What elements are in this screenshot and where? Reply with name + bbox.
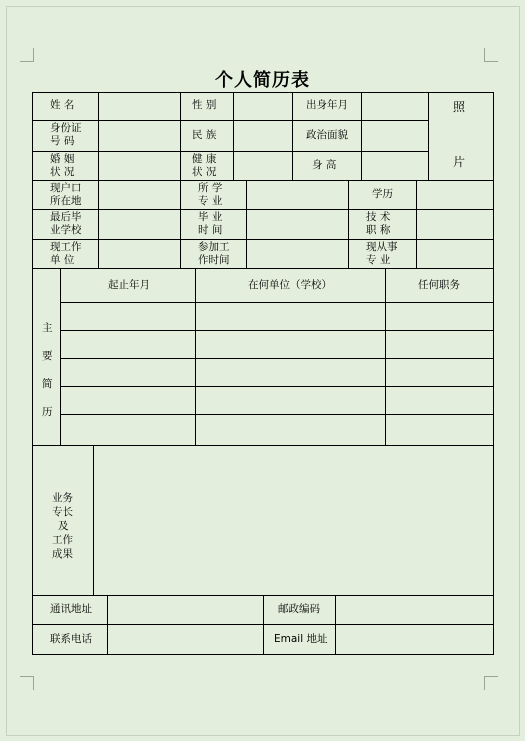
label-title-1: 技 术 [366, 211, 391, 223]
label-name: 姓 名 [50, 99, 75, 111]
label-email: Email 地址 [274, 633, 328, 645]
label-birth: 出身年月 [306, 99, 348, 111]
label-health-1: 健 康 [192, 153, 217, 165]
label-marital-1: 婚 姻 [50, 153, 75, 165]
photo-label-1: 照 [453, 100, 466, 114]
label-title-2: 职 称 [366, 224, 391, 236]
skills-label-1: 业务 [52, 492, 73, 504]
crop-mark-top-left [20, 48, 34, 62]
crop-mark-bottom-right [484, 676, 498, 690]
label-grad-2: 时 间 [198, 224, 223, 236]
skills-table [32, 445, 494, 596]
label-hukou-2: 所在地 [50, 195, 82, 207]
skills-label-3: 及 [58, 520, 69, 532]
resume-side-label-3: 简 [42, 378, 53, 390]
label-worktime-2: 作时间 [198, 254, 230, 266]
label-work-1: 现工作 [50, 241, 82, 253]
label-work-2: 单 位 [50, 254, 75, 266]
label-height: 身 高 [312, 159, 337, 171]
col-position-header: 任何职务 [418, 279, 460, 291]
label-school-1: 最后毕 [50, 211, 82, 223]
label-ethnicity: 民 族 [192, 129, 217, 141]
col-org-header: 在何单位（学校） [248, 279, 332, 291]
col-period-header: 起止年月 [108, 279, 150, 291]
label-address: 通讯地址 [50, 603, 92, 615]
resume-side-label-1: 主 [42, 322, 53, 334]
label-education: 学历 [372, 188, 393, 200]
label-curmajor-2: 专 业 [366, 254, 391, 266]
label-phone: 联系电话 [50, 633, 92, 645]
label-id-2: 号 码 [50, 135, 75, 147]
resume-side-label-4: 历 [42, 406, 53, 418]
resume-table [32, 268, 494, 446]
label-political: 政治面貌 [306, 129, 348, 141]
document-title: 个人简历表 [215, 70, 310, 91]
skills-label-2: 专长 [52, 506, 73, 518]
label-major-1: 所 学 [198, 182, 223, 194]
crop-mark-bottom-left [20, 676, 34, 690]
label-marital-2: 状 况 [50, 166, 75, 178]
label-postcode: 邮政编码 [278, 603, 320, 615]
label-gender: 性 别 [192, 99, 217, 111]
label-grad-1: 毕 业 [198, 211, 223, 223]
label-curmajor-1: 现从事 [366, 241, 398, 253]
crop-mark-top-right [484, 48, 498, 62]
resume-side-label-2: 要 [42, 350, 53, 362]
skills-label-4: 工作 [52, 534, 73, 546]
label-school-2: 业学校 [50, 224, 82, 236]
label-id-1: 身份证 [50, 122, 82, 134]
label-major-2: 专 业 [198, 195, 223, 207]
skills-label-5: 成果 [52, 548, 73, 560]
label-health-2: 状 况 [192, 166, 217, 178]
photo-label-2: 片 [453, 155, 466, 169]
label-hukou-1: 现户口 [50, 182, 82, 194]
label-worktime-1: 参加工 [198, 241, 230, 253]
